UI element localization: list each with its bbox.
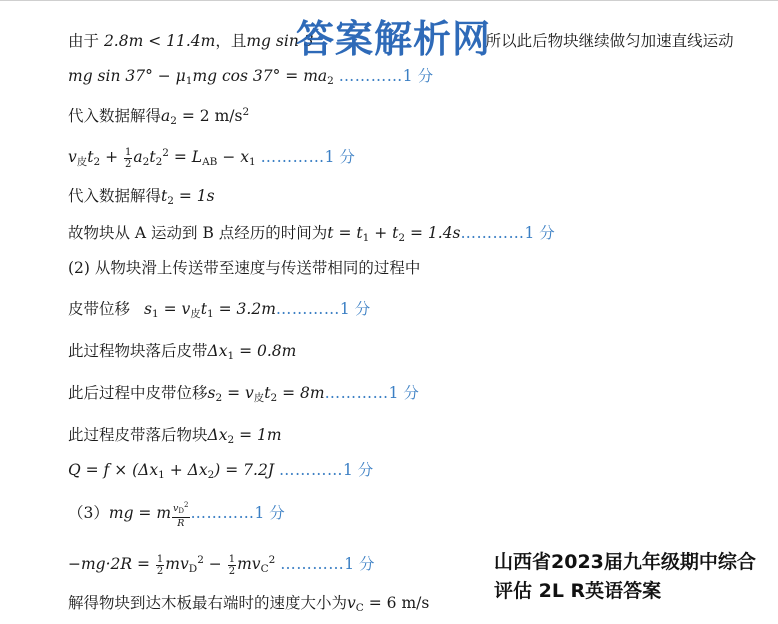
superscript: 2	[197, 554, 204, 566]
math: a	[133, 148, 143, 166]
score-mark: 1 分	[254, 504, 285, 522]
math: v	[68, 148, 77, 166]
text: 此过程皮带落后物块	[68, 426, 208, 444]
subscript: 1	[158, 469, 165, 481]
subscript: 2	[207, 469, 215, 481]
math: t	[200, 300, 208, 318]
line-15	[68, 593, 429, 618]
math: = 3.2m	[213, 300, 276, 318]
subscript: 2	[270, 392, 278, 404]
line-10	[68, 383, 419, 408]
line-6	[68, 223, 555, 248]
numerator: 1	[228, 553, 236, 565]
subscript: 2	[93, 156, 101, 168]
math: −	[203, 555, 227, 573]
text: 解得物块到达木板最右端时的速度大小为	[68, 594, 348, 612]
superscript: 2	[184, 500, 189, 509]
math: t = t	[327, 224, 363, 242]
text: 代入数据解得	[68, 187, 162, 205]
text: 代入数据解得	[68, 107, 162, 125]
subscript: 1	[151, 308, 159, 320]
subscript: D	[188, 563, 198, 575]
subscript: 2	[327, 75, 334, 87]
line-9	[68, 341, 296, 366]
denominator: 2	[228, 565, 236, 577]
line-14	[68, 546, 375, 583]
exam-title-caption	[494, 548, 778, 606]
leader-dots: …………	[280, 555, 345, 573]
superscript: 2	[268, 554, 276, 566]
subscript: 皮	[76, 156, 88, 168]
line-5	[68, 186, 215, 211]
subscript: 2	[170, 115, 177, 127]
math: 2.8m < 11.4m	[103, 32, 216, 50]
line-8	[68, 299, 370, 324]
site-watermark: 答案解析网	[296, 17, 492, 61]
text: ，且	[215, 32, 247, 50]
denominator: 2	[125, 158, 132, 170]
numerator: 1	[125, 146, 132, 158]
subscript: 2	[215, 392, 223, 404]
math: −mg·2R =	[68, 555, 155, 573]
math: t	[264, 384, 271, 402]
score-mark: 1 分	[524, 224, 555, 242]
numerator: 1	[156, 553, 164, 565]
subscript: 1	[185, 75, 193, 87]
line-4	[68, 140, 355, 175]
subscript: 皮	[190, 308, 201, 320]
subscript: 2	[398, 232, 406, 244]
math: ) = 7.2J	[214, 461, 275, 479]
math: mv	[165, 555, 189, 573]
math: = 6 m/s	[363, 594, 430, 612]
subscript: 1	[207, 308, 214, 320]
leader-dots: …………	[190, 504, 255, 522]
line-3	[68, 102, 249, 131]
score-mark: 1 分	[402, 67, 434, 85]
line-13	[68, 498, 285, 529]
line-7	[68, 258, 420, 278]
math: = v	[158, 300, 191, 318]
math: a	[161, 107, 171, 125]
text: 此后过程中皮带位移	[68, 384, 208, 402]
score-mark: 1 分	[388, 384, 419, 402]
math: s	[144, 300, 152, 318]
superscript: 2	[242, 106, 250, 118]
section-heading: (2) 从物块滑上传送带至速度与传送带相同的过程中	[68, 259, 421, 277]
line-12	[68, 460, 373, 485]
math: mv	[237, 555, 261, 573]
subscript: D	[178, 506, 185, 515]
fraction	[228, 554, 236, 577]
math: = 8m	[277, 384, 325, 402]
score-mark: 1 分	[339, 300, 371, 318]
subscript: C	[260, 563, 269, 575]
leader-dots: …………	[460, 224, 525, 242]
text: 所以此后物块继续做匀加速直线运动	[485, 32, 734, 50]
score-mark: 1 分	[342, 461, 374, 479]
math: − x	[217, 148, 249, 166]
score-mark: 1 分	[344, 555, 375, 573]
fraction	[156, 554, 164, 577]
top-rule	[0, 0, 778, 1]
subscript: 2	[227, 434, 235, 446]
text: 此过程物块落后皮带	[68, 342, 208, 360]
text: 皮带位移	[68, 300, 131, 318]
subscript: C	[355, 602, 364, 614]
subscript: 2	[155, 156, 163, 168]
section-label: （3）	[68, 504, 109, 522]
score-mark: 1 分	[324, 148, 355, 166]
math: t	[87, 148, 94, 166]
line-11	[68, 425, 282, 450]
math: v	[173, 502, 179, 514]
math: v	[347, 594, 356, 612]
math: Δx	[207, 342, 228, 360]
denominator: 2	[156, 565, 164, 577]
denominator: R	[177, 517, 185, 529]
caption-line-1: 山西省2023届九年级期中综合	[494, 551, 756, 573]
fraction	[172, 500, 189, 529]
math: mg = m	[108, 504, 172, 522]
subscript: 2	[142, 156, 150, 168]
line-2	[68, 66, 433, 91]
text: 故物块从 A 运动到 B 点经历的时间为	[68, 224, 328, 242]
math: +	[100, 148, 124, 166]
math: = 0.8m	[234, 342, 297, 360]
text: 由于	[68, 32, 104, 50]
leader-dots: …………	[324, 384, 389, 402]
subscript: 1	[362, 232, 370, 244]
leader-dots: …………	[278, 461, 343, 479]
superscript: 2	[162, 147, 169, 159]
numerator	[172, 500, 189, 518]
math: t	[149, 148, 156, 166]
math: mg cos 37° = ma	[192, 67, 328, 85]
subscript: 1	[249, 156, 256, 168]
math: s	[207, 384, 216, 402]
subscript: AB	[202, 156, 218, 168]
math: = v	[222, 384, 254, 402]
math: = 1m	[234, 426, 282, 444]
math: = 2 m/s	[176, 107, 243, 125]
fraction	[124, 147, 132, 170]
leader-dots: …………	[260, 148, 325, 166]
math: = L	[168, 148, 203, 166]
math: + Δx	[164, 461, 208, 479]
leader-dots: …………	[338, 67, 403, 85]
subscript: 2	[167, 195, 174, 207]
leader-dots: …………	[275, 300, 340, 318]
subscript: 皮	[253, 392, 265, 404]
math: Q = f × (Δx	[68, 461, 159, 479]
math: t	[161, 187, 168, 205]
math: mg sin 37° − μ	[68, 67, 186, 85]
math: = 1.4s	[405, 224, 461, 242]
math: = 1s	[173, 187, 215, 205]
caption-line-2: 评估 2L R英语答案	[494, 580, 662, 602]
math: mg sin 3	[246, 32, 314, 50]
math: Δx	[207, 426, 228, 444]
subscript: 1	[227, 350, 235, 362]
math: + t	[369, 224, 399, 242]
